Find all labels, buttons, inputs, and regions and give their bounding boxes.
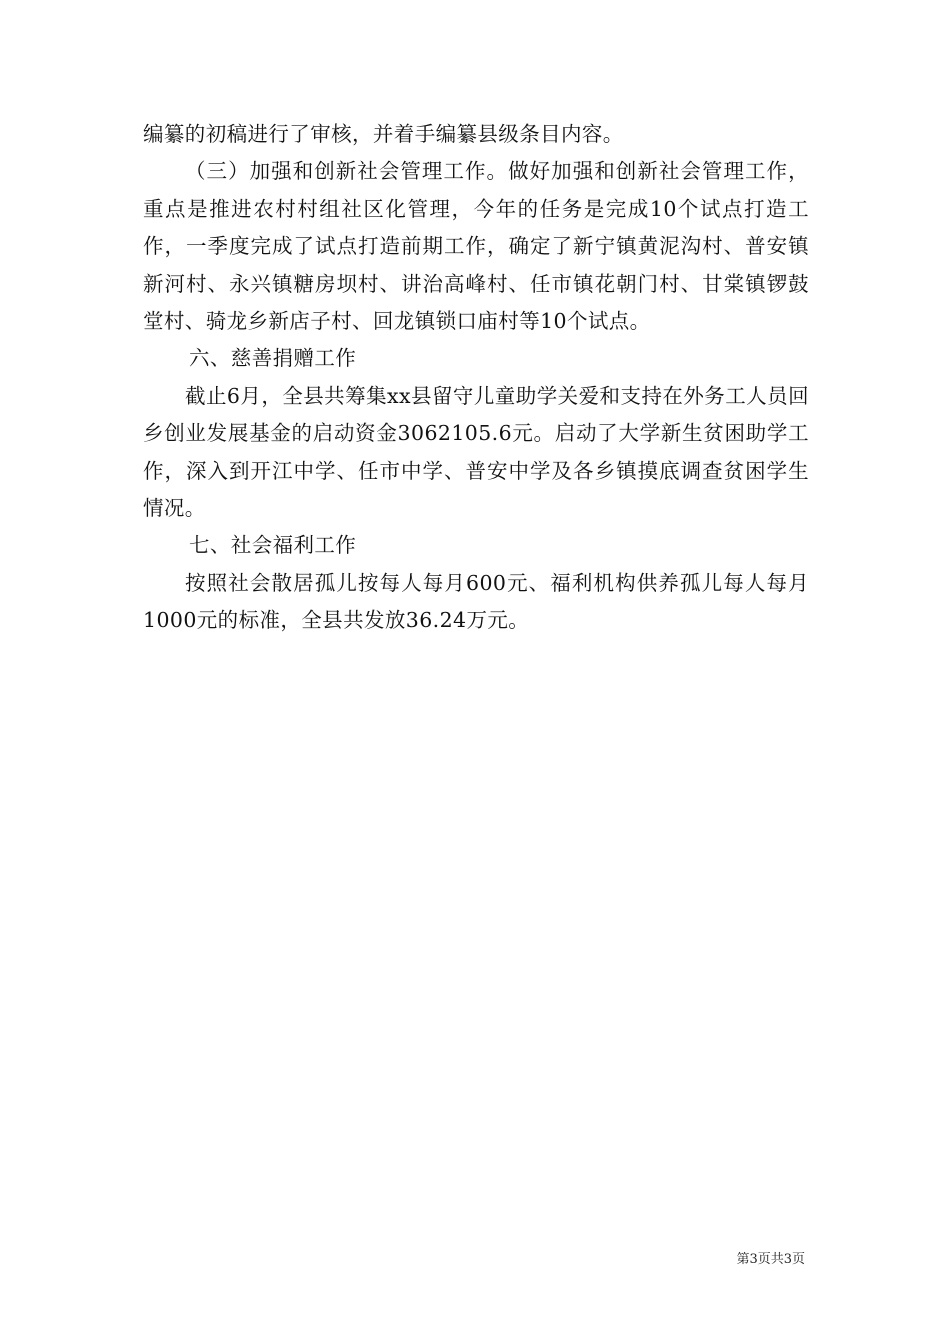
paragraph-charity: 截止6月，全县共筹集xx县留守儿童助学关爱和支持在外务工人员回乡创业发展基金的启动资金3062105.6元。启动了大学新生贫困助学工作，深入到开江中学、任市中学、普安中学及各乡镇摸底调查贫困学生情况。 <box>143 383 809 521</box>
paragraph-welfare: 按照社会散居孤儿按每人每月600元、福利机构供养孤儿每人每月1000元的标准，全县共发放36.24万元。 <box>143 570 809 633</box>
document-body <box>143 116 809 640</box>
section-heading-welfare: 七、社会福利工作 <box>189 533 357 558</box>
paragraph-social-management: （三）加强和创新社会管理工作。做好加强和创新社会管理工作，重点是推进农村村组社区化管理，今年的任务是完成10个试点打造工作，一季度完成了试点打造前期工作，确定了新宁镇黄泥沟村、普安镇新河村、永兴镇糖房坝村、讲治高峰村、任市镇花朝门村、甘棠镇锣鼓堂村、骑龙乡新店子村、回龙镇锁口庙村等10个试点。 <box>143 159 809 334</box>
section-heading-charity: 六、慈善捐赠工作 <box>189 346 357 371</box>
paragraph-continuation: 编纂的初稿进行了审核，并着手编纂县级条目内容。 <box>143 122 624 146</box>
page-number-footer: 第3页共3页 <box>736 1252 805 1267</box>
